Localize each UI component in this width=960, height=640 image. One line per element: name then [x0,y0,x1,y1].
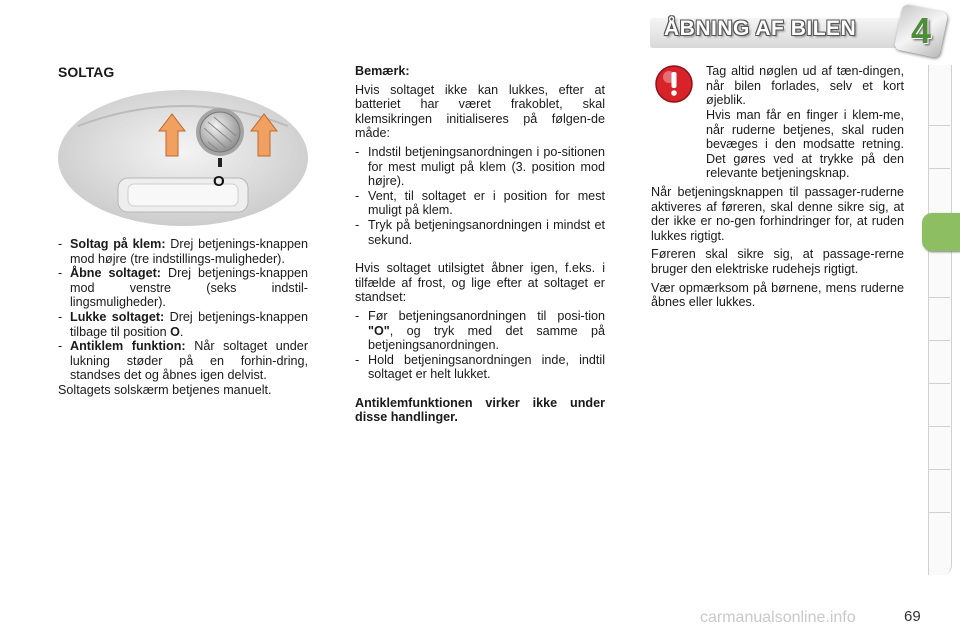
note-paragraph: Hvis soltaget utilsigtet åbner igen, f.eks. i tilfælde af frost, og lige efter at soltaget er standset: [355,261,605,305]
chapter-title: ÅBNING AF BILEN [664,17,857,40]
list-item: - Før betjeningsanordningen til posi-tion "O", og tryk med det samme på betjeningsanordningen. [355,309,605,353]
list-item: - Tryk på betjeningsanordningen i mindst et sekund. [355,218,605,247]
list-item: - Vent, til soltaget er i position for mest muligt på klem. [355,189,605,218]
side-tab-strip [928,65,952,575]
list-item: - Åbne soltaget: Drej betjenings-knappen mod venstre (seks indstil-lingsmuligheder). [58,266,308,310]
side-tab-divider [928,297,950,298]
section-title: SOLTAG [58,64,115,80]
side-tab-divider [928,125,950,126]
chapter-number: 4 [910,10,932,51]
warning-paragraph: Hvis man får en finger i klem-me, når ruderne betjenes, skal ruden bevæges i den modsatte retning. Det gøres ved at trykke på den relevante betjeningsknap. [706,108,904,181]
warning-paragraph: Tag altid nøglen ud af tæn-dingen, når bilen forlades, selv et kort øjeblik. [706,64,904,108]
left-column [58,237,308,398]
list-item: - Hold betjeningsanordningen inde, indtil soltaget er helt lukket. [355,353,605,382]
warning-paragraph: Føreren skal sikre sig, at passage-rerne bruger den elektriske rudehejs rigtigt. [651,247,904,276]
note-paragraph: Hvis soltaget ikke kan lukkes, efter at batteriet har været frakoblet, skal klemsikringen initialiseres på følgen-de måde: [355,82,605,141]
side-tab-divider [928,469,950,470]
middle-column [355,64,605,425]
page-number: 69 [904,608,921,625]
note-heading: Bemærk: [355,64,410,78]
watermark: carmanualsonline.info [700,609,856,626]
side-tab-divider [928,383,950,384]
position-o-label: O [213,173,225,190]
closing-note: Antiklemfunktionen virker ikke under disse handlinger. [355,395,605,425]
side-tab-divider [928,340,950,341]
side-tab-divider [928,512,950,513]
list-item: - Antiklem funktion: Når soltaget under lukning støder på en forhin-dring, standses det og åbnes igen delvist. [58,339,308,383]
warning-text-top [706,64,904,108]
sunshade-note: Soltagets solskærm betjenes manuelt. [58,382,272,397]
list-item: - Indstil betjeningsanordningen i po-sitionen for mest muligt på klem (3. position mod højre). [355,145,605,189]
warning-paragraph: Vær opmærksom på børnene, mens ruderne åbnes eller lukkes. [651,280,904,310]
list-item: - Lukke soltaget: Drej betjenings-knappen tilbage til position O. [58,310,308,339]
warning-paragraph: Når betjeningsknappen til passager-ruderne aktiveres af føreren, skal denne sikre sig, at der ikke er no-gen forhindringer for, at ruden lukkes rigtigt. [651,184,904,243]
right-column [651,108,904,310]
side-tab-divider [928,168,950,169]
warning-icon [654,64,694,104]
sunroof-control-illustration [58,86,308,226]
side-tab-divider [928,426,950,427]
side-tab-active[interactable] [922,213,960,251]
list-item: - Soltag på klem: Drej betjenings-knappen mod højre (tre indstillings-muligheder). [58,237,308,266]
